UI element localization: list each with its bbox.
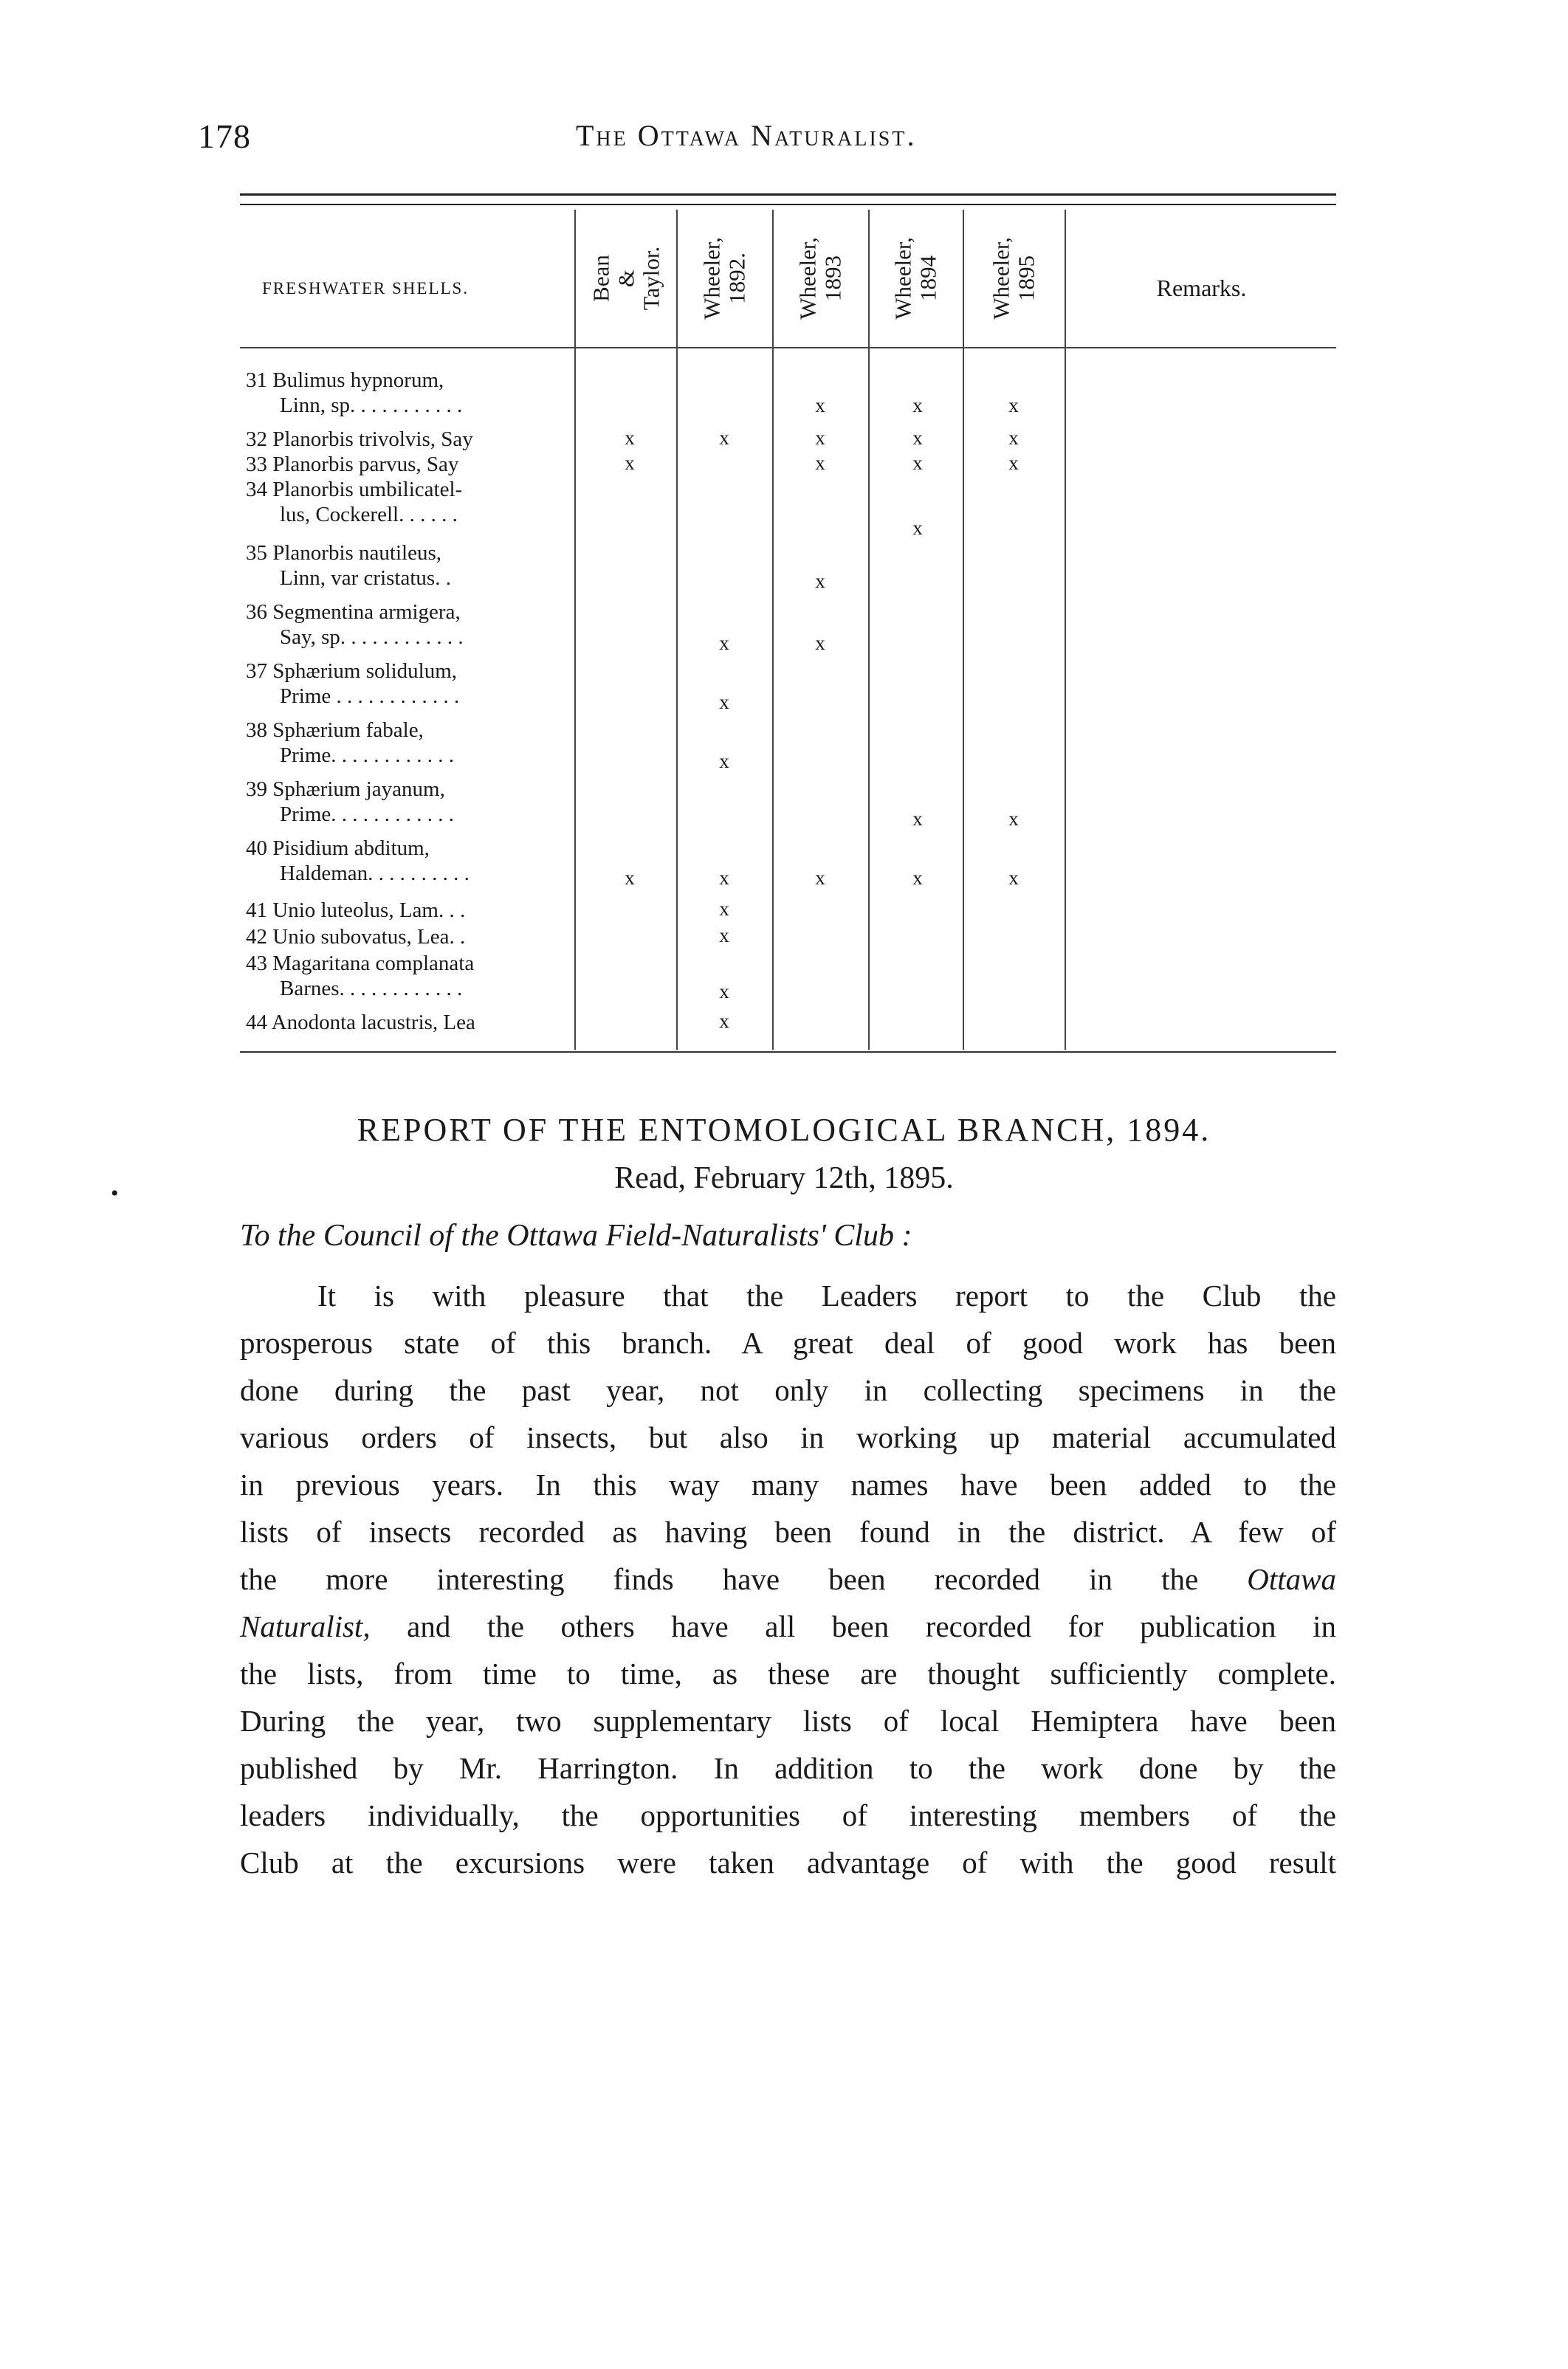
record-mark: x	[1008, 808, 1019, 830]
record-mark: x	[1008, 452, 1019, 474]
record-mark: x	[719, 980, 729, 1003]
record-mark: x	[625, 867, 635, 889]
species-name: 38 Sphærium fabale, Prime. . . . . . . . . . . .	[246, 718, 455, 767]
record-mark: x	[815, 570, 825, 592]
species-name: 32 Planorbis trivolvis, Say	[246, 427, 473, 451]
record-mark: x	[625, 452, 635, 474]
column-header-wheeler-1894	[870, 210, 963, 347]
remarks-column-header: Remarks.	[1156, 275, 1247, 301]
record-mark: x	[912, 452, 923, 474]
record-mark: x	[719, 924, 729, 946]
species-name: 31 Bulimus hypnorum, Linn, sp. . . . . . . . . . .	[246, 368, 463, 417]
column-header-line: Taylor.	[637, 246, 664, 311]
table-bottom-rule	[240, 1051, 1336, 1053]
species-name: 40 Pisidium abditum, Haldeman. . . . . . . . . .	[246, 836, 470, 885]
column-header-wheeler-1893	[774, 210, 868, 347]
body-text-line: published by Mr. Harrington. In addition to the work done by the	[240, 1751, 1336, 1785]
species-name: 35 Planorbis nautileus, Linn, var cristatus. .	[246, 541, 451, 590]
body-text-segment: the more interesting finds have been recorded in the	[240, 1562, 1199, 1596]
species-name: 33 Planorbis parvus, Say	[246, 453, 459, 476]
table-top-rule	[240, 193, 1336, 196]
report-date: Read, February 12th, 1895.	[614, 1161, 954, 1195]
column-header-line: Wheeler,	[890, 237, 916, 320]
body-text-line	[240, 1561, 1336, 1598]
table-header-rule	[240, 347, 1336, 348]
body-text-line: various orders of insects, but also in working up material accumulated	[240, 1420, 1336, 1454]
column-header-wheeler-1892	[678, 210, 772, 347]
record-mark: x	[1008, 394, 1019, 416]
column-header-line: 1892.	[723, 252, 750, 304]
species-name: 36 Segmentina armigera, Say, sp. . . . . . . . . . . .	[246, 600, 464, 649]
species-name: 42 Unio subovatus, Lea. .	[246, 925, 466, 949]
species-name: 43 Magaritana complanata Barnes. . . . . . . . . . . .	[246, 952, 475, 1000]
body-text-line: in previous years. In this way many names have been added to the	[240, 1468, 1336, 1502]
column-header-wheeler-1895	[964, 210, 1065, 347]
record-mark: x	[719, 867, 729, 889]
record-mark: x	[815, 427, 825, 449]
body-text-line: done during the past year, not only in collecting specimens in the	[240, 1373, 1336, 1407]
report-title: REPORT OF THE ENTOMOLOGICAL BRANCH, 1894.	[357, 1112, 1211, 1148]
record-mark: x	[719, 750, 729, 772]
species-name: 41 Unio luteolus, Lam. . .	[246, 898, 466, 922]
record-mark: x	[815, 452, 825, 474]
record-mark: x	[912, 427, 923, 449]
record-mark: x	[719, 632, 729, 654]
record-mark: x	[815, 394, 825, 416]
table-top-rule-thin	[240, 204, 1336, 205]
running-title: The Ottawa Naturalist.	[576, 119, 917, 152]
body-text-line: prosperous state of this branch. A great deal of good work has been	[240, 1326, 1336, 1360]
body-text-line: Club at the excursions were taken advantage of with the good result	[240, 1846, 1336, 1880]
column-header-line: 1893	[819, 255, 846, 302]
body-text-line: It is with pleasure that the Leaders report to the Club the	[317, 1279, 1336, 1313]
column-header-line: 1895	[1013, 255, 1039, 302]
record-mark: x	[719, 898, 729, 920]
italic-title: Naturalist,	[240, 1609, 371, 1643]
body-text-segment: and the others have all been recorded for publication in	[407, 1609, 1336, 1643]
record-mark: x	[815, 632, 825, 654]
record-mark: x	[815, 867, 825, 889]
column-header-line: Wheeler,	[698, 237, 725, 320]
species-name: 34 Planorbis umbilicatel- lus, Cockerell. . . . . .	[246, 478, 463, 526]
record-mark: x	[912, 394, 923, 416]
column-header-line: Wheeler,	[988, 237, 1014, 320]
column-header-line: Bean	[587, 255, 613, 302]
body-text-line	[240, 1608, 1336, 1645]
record-mark: x	[1008, 867, 1019, 889]
italic-title: Ottawa	[1247, 1562, 1336, 1596]
salutation: To the Council of the Ottawa Field-Naturalists' Club :	[240, 1219, 912, 1253]
column-header-bean-taylor	[576, 210, 676, 347]
record-mark: x	[912, 808, 923, 830]
record-mark: x	[719, 691, 729, 713]
record-mark: x	[912, 867, 923, 889]
column-header-line: 1894	[915, 255, 941, 302]
record-mark: x	[719, 1010, 729, 1032]
margin-mark: •	[111, 1181, 119, 1206]
species-name: 37 Sphærium solidulum, Prime . . . . . . . . . . . .	[246, 659, 460, 708]
body-text-line: leaders individually, the opportunities of interesting members of the	[240, 1798, 1336, 1832]
column-header-line: Wheeler,	[794, 237, 821, 320]
species-column-header: FRESHWATER SHELLS.	[262, 279, 470, 298]
body-text-line: During the year, two supplementary lists of local Hemiptera have been	[240, 1704, 1336, 1738]
record-mark: x	[625, 427, 635, 449]
page-number: 178	[198, 117, 251, 155]
record-mark: x	[719, 427, 729, 449]
column-divider	[1065, 210, 1066, 1050]
record-mark: x	[1008, 427, 1019, 449]
body-text-line: the lists, from time to time, as these are thought sufficiently complete.	[240, 1657, 1336, 1691]
column-header-line: &	[612, 269, 639, 288]
species-name: 39 Sphærium jayanum, Prime. . . . . . . . . . . .	[246, 777, 455, 826]
record-mark: x	[912, 517, 923, 539]
body-text-line: lists of insects recorded as having been found in the district. A few of	[240, 1515, 1336, 1549]
species-name: 44 Anodonta lacustris, Lea	[246, 1011, 475, 1034]
